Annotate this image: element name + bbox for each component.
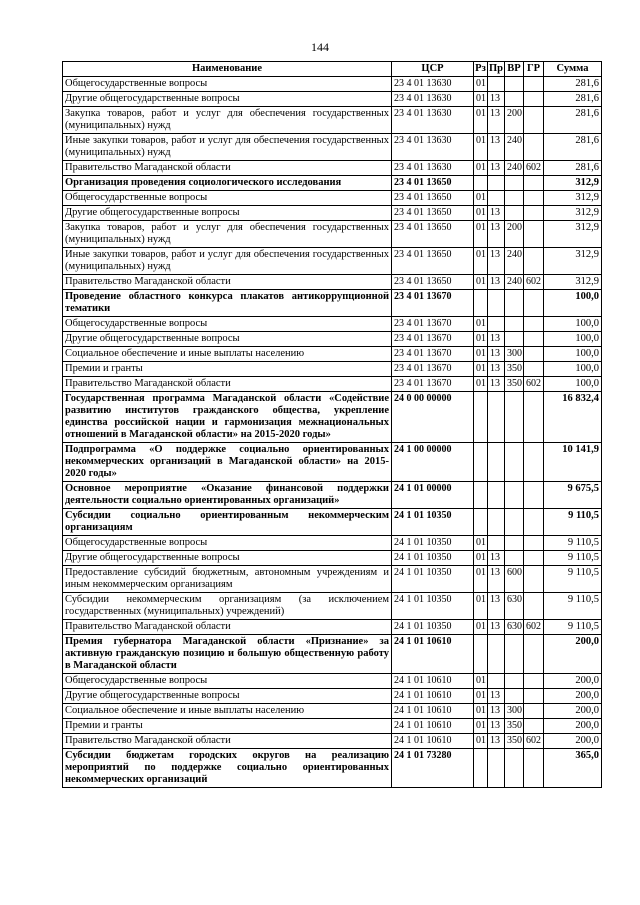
row-pr: 13: [488, 734, 505, 749]
row-gr: [524, 566, 544, 593]
row-csr: 24 1 01 10610: [392, 674, 474, 689]
page-number: 144: [311, 40, 329, 54]
row-pr: [488, 509, 505, 536]
row-gr: [524, 551, 544, 566]
row-sum: 281,6: [544, 92, 602, 107]
row-csr: 24 0 00 00000: [392, 392, 474, 443]
row-gr: [524, 347, 544, 362]
row-vr: 300: [505, 347, 524, 362]
table-row: [63, 482, 602, 509]
row-name: Другие общегосударственные вопросы: [63, 92, 392, 107]
row-pr: [488, 635, 505, 674]
row-sum: 312,9: [544, 191, 602, 206]
table-row: [63, 674, 602, 689]
row-csr: 23 4 01 13670: [392, 290, 474, 317]
row-gr: [524, 77, 544, 92]
row-name: Проведение областного конкурса плакатов антикоррупционной тематики: [63, 290, 392, 317]
row-csr: 23 4 01 13650: [392, 275, 474, 290]
row-csr: 23 4 01 13650: [392, 248, 474, 275]
row-rz: 01: [474, 161, 488, 176]
row-sum: 200,0: [544, 719, 602, 734]
row-csr: 24 1 01 10350: [392, 620, 474, 635]
row-rz: [474, 443, 488, 482]
row-csr: 24 1 01 10610: [392, 734, 474, 749]
row-vr: 350: [505, 377, 524, 392]
row-name: Правительство Магаданской области: [63, 161, 392, 176]
row-vr: [505, 92, 524, 107]
row-sum: 9 675,5: [544, 482, 602, 509]
row-sum: 312,9: [544, 221, 602, 248]
row-sum: 9 110,5: [544, 566, 602, 593]
row-pr: 13: [488, 593, 505, 620]
row-csr: 23 4 01 13650: [392, 206, 474, 221]
header-csr: ЦСР: [392, 62, 474, 77]
table-row: [63, 191, 602, 206]
row-pr: 13: [488, 551, 505, 566]
row-name: Другие общегосударственные вопросы: [63, 551, 392, 566]
row-gr: 602: [524, 620, 544, 635]
row-vr: [505, 551, 524, 566]
row-vr: 350: [505, 734, 524, 749]
row-pr: [488, 392, 505, 443]
row-csr: 23 4 01 13650: [392, 221, 474, 248]
table-row: [63, 509, 602, 536]
row-sum: 100,0: [544, 377, 602, 392]
row-csr: 24 1 01 10350: [392, 593, 474, 620]
row-sum: 100,0: [544, 290, 602, 317]
row-csr: 24 1 01 10350: [392, 509, 474, 536]
row-vr: [505, 749, 524, 788]
row-sum: 200,0: [544, 674, 602, 689]
row-vr: [505, 635, 524, 674]
row-name: Правительство Магаданской области: [63, 620, 392, 635]
row-pr: 13: [488, 566, 505, 593]
row-vr: 600: [505, 566, 524, 593]
row-vr: [505, 77, 524, 92]
row-rz: 01: [474, 347, 488, 362]
table-row: [63, 620, 602, 635]
row-name: Организация проведения социологического исследования: [63, 176, 392, 191]
table-row: [63, 377, 602, 392]
row-csr: 23 4 01 13650: [392, 176, 474, 191]
header-rz: Рз: [474, 62, 488, 77]
row-vr: 240: [505, 134, 524, 161]
row-rz: 01: [474, 77, 488, 92]
row-pr: [488, 317, 505, 332]
row-name: Общегосударственные вопросы: [63, 674, 392, 689]
row-name: Общегосударственные вопросы: [63, 317, 392, 332]
row-sum: 100,0: [544, 317, 602, 332]
row-vr: [505, 332, 524, 347]
row-rz: 01: [474, 362, 488, 377]
row-vr: [505, 674, 524, 689]
row-gr: [524, 536, 544, 551]
row-rz: 01: [474, 92, 488, 107]
row-gr: [524, 176, 544, 191]
table-row: [63, 551, 602, 566]
table-row: [63, 275, 602, 290]
row-rz: [474, 635, 488, 674]
row-csr: 23 4 01 13670: [392, 377, 474, 392]
row-vr: 350: [505, 362, 524, 377]
row-sum: 281,6: [544, 77, 602, 92]
header-vr: ВР: [505, 62, 524, 77]
row-name: Субсидии некоммерческим организациям (за исключением государственных (муниципальных) учреждений): [63, 593, 392, 620]
row-name: Государственная программа Магаданской области «Содействие развитию институтов гражданского общества, укрепление единства российской нации и гармонизация межнациональных отношений в Магаданской области» на 2015-2020 годы»: [63, 392, 392, 443]
table-row: [63, 290, 602, 317]
row-pr: 13: [488, 704, 505, 719]
row-rz: [474, 482, 488, 509]
row-rz: 01: [474, 689, 488, 704]
row-name: Субсидии бюджетам городских округов на реализацию мероприятий по поддержке социально ориентированных некоммерческих организаций: [63, 749, 392, 788]
row-rz: 01: [474, 221, 488, 248]
row-pr: 13: [488, 620, 505, 635]
row-csr: 24 1 01 10610: [392, 635, 474, 674]
row-gr: [524, 362, 544, 377]
row-rz: 01: [474, 551, 488, 566]
row-name: Субсидии социально ориентированным некоммерческим организациям: [63, 509, 392, 536]
row-gr: [524, 749, 544, 788]
row-name: Основное мероприятие «Оказание финансовой поддержки деятельности социально ориентированных организаций»: [63, 482, 392, 509]
table-row: [63, 719, 602, 734]
row-rz: 01: [474, 317, 488, 332]
row-pr: 13: [488, 206, 505, 221]
row-csr: 23 4 01 13630: [392, 92, 474, 107]
table-row: [63, 749, 602, 788]
row-pr: 13: [488, 134, 505, 161]
header-sum: Сумма: [544, 62, 602, 77]
row-gr: [524, 509, 544, 536]
row-vr: [505, 482, 524, 509]
row-sum: 281,6: [544, 161, 602, 176]
row-pr: [488, 176, 505, 191]
row-pr: 13: [488, 332, 505, 347]
row-csr: 24 1 01 10610: [392, 704, 474, 719]
row-gr: [524, 704, 544, 719]
row-csr: 23 4 01 13670: [392, 362, 474, 377]
row-vr: [505, 206, 524, 221]
row-rz: 01: [474, 674, 488, 689]
row-sum: 9 110,5: [544, 551, 602, 566]
row-rz: 01: [474, 719, 488, 734]
row-name: Иные закупки товаров, работ и услуг для обеспечения государственных (муниципальных) нужд: [63, 134, 392, 161]
row-name: Общегосударственные вопросы: [63, 77, 392, 92]
row-name: Закупка товаров, работ и услуг для обеспечения государственных (муниципальных) нужд: [63, 107, 392, 134]
row-gr: [524, 443, 544, 482]
row-vr: [505, 317, 524, 332]
row-pr: 13: [488, 275, 505, 290]
row-gr: [524, 206, 544, 221]
row-pr: 13: [488, 161, 505, 176]
row-vr: 630: [505, 620, 524, 635]
row-name: Иные закупки товаров, работ и услуг для обеспечения государственных (муниципальных) нужд: [63, 248, 392, 275]
table-row: [63, 92, 602, 107]
row-pr: 13: [488, 347, 505, 362]
row-sum: 200,0: [544, 635, 602, 674]
header-pr: Пр: [488, 62, 505, 77]
row-gr: [524, 635, 544, 674]
row-sum: 312,9: [544, 206, 602, 221]
table-row: [63, 347, 602, 362]
row-csr: 24 1 01 73280: [392, 749, 474, 788]
row-name: Общегосударственные вопросы: [63, 536, 392, 551]
row-pr: 13: [488, 107, 505, 134]
row-pr: [488, 443, 505, 482]
table-row: [63, 107, 602, 134]
table-row: [63, 332, 602, 347]
row-rz: 01: [474, 275, 488, 290]
row-csr: 23 4 01 13670: [392, 317, 474, 332]
table-row: [63, 161, 602, 176]
row-name: Другие общегосударственные вопросы: [63, 332, 392, 347]
row-vr: [505, 536, 524, 551]
table-row: [63, 704, 602, 719]
row-csr: 23 4 01 13650: [392, 191, 474, 206]
row-gr: [524, 689, 544, 704]
row-pr: 13: [488, 248, 505, 275]
row-sum: 9 110,5: [544, 536, 602, 551]
row-vr: 200: [505, 107, 524, 134]
row-pr: [488, 749, 505, 788]
row-sum: 9 110,5: [544, 620, 602, 635]
table-row: [63, 134, 602, 161]
row-pr: [488, 290, 505, 317]
row-gr: [524, 92, 544, 107]
row-name: Другие общегосударственные вопросы: [63, 206, 392, 221]
row-sum: 100,0: [544, 362, 602, 377]
row-rz: 01: [474, 191, 488, 206]
table-row: [63, 77, 602, 92]
row-gr: [524, 290, 544, 317]
row-vr: [505, 290, 524, 317]
table-row: [63, 734, 602, 749]
table-row: [63, 635, 602, 674]
row-rz: 01: [474, 332, 488, 347]
row-vr: 300: [505, 704, 524, 719]
row-sum: 312,9: [544, 275, 602, 290]
row-vr: 200: [505, 221, 524, 248]
row-csr: 23 4 01 13630: [392, 134, 474, 161]
table-row: [63, 362, 602, 377]
row-rz: [474, 176, 488, 191]
row-rz: [474, 392, 488, 443]
row-sum: 200,0: [544, 704, 602, 719]
row-pr: 13: [488, 377, 505, 392]
row-name: Правительство Магаданской области: [63, 734, 392, 749]
row-rz: 01: [474, 377, 488, 392]
row-pr: [488, 77, 505, 92]
row-vr: 350: [505, 719, 524, 734]
row-vr: 240: [505, 275, 524, 290]
row-sum: 10 141,9: [544, 443, 602, 482]
row-gr: [524, 191, 544, 206]
row-sum: 100,0: [544, 332, 602, 347]
row-pr: 13: [488, 362, 505, 377]
row-csr: 23 4 01 13630: [392, 107, 474, 134]
row-name: Подпрограмма «О поддержке социально ориентированных некоммерческих организаций в Магаданской области» на 2015-2020 годы»: [63, 443, 392, 482]
row-name: Социальное обеспечение и иные выплаты населению: [63, 347, 392, 362]
row-sum: 281,6: [544, 134, 602, 161]
table-body: [63, 77, 602, 788]
row-pr: [488, 674, 505, 689]
row-csr: 24 1 01 10350: [392, 551, 474, 566]
header-gr: ГР: [524, 62, 544, 77]
row-sum: 200,0: [544, 689, 602, 704]
row-rz: 01: [474, 107, 488, 134]
row-csr: 23 4 01 13630: [392, 161, 474, 176]
table-row: [63, 248, 602, 275]
budget-table: [62, 61, 602, 788]
table-row: [63, 443, 602, 482]
table-row: [63, 317, 602, 332]
row-gr: 602: [524, 377, 544, 392]
header-name: Наименование: [63, 62, 392, 77]
row-name: Правительство Магаданской области: [63, 275, 392, 290]
row-csr: 23 4 01 13670: [392, 332, 474, 347]
row-csr: 24 1 01 10350: [392, 566, 474, 593]
row-sum: 365,0: [544, 749, 602, 788]
row-csr: 24 1 01 00000: [392, 482, 474, 509]
row-gr: [524, 332, 544, 347]
row-pr: [488, 191, 505, 206]
row-vr: [505, 509, 524, 536]
row-rz: [474, 509, 488, 536]
table-row: [63, 392, 602, 443]
row-csr: 23 4 01 13630: [392, 77, 474, 92]
row-rz: 01: [474, 734, 488, 749]
row-name: Предоставление субсидий бюджетным, автономным учреждениям и иным некоммерческим организациям: [63, 566, 392, 593]
row-rz: 01: [474, 536, 488, 551]
row-csr: 24 1 01 10610: [392, 689, 474, 704]
row-name: Правительство Магаданской области: [63, 377, 392, 392]
row-vr: [505, 191, 524, 206]
row-gr: 602: [524, 734, 544, 749]
row-pr: 13: [488, 221, 505, 248]
table-row: [63, 221, 602, 248]
row-name: Другие общегосударственные вопросы: [63, 689, 392, 704]
table-row: [63, 536, 602, 551]
row-rz: 01: [474, 206, 488, 221]
row-name: Закупка товаров, работ и услуг для обеспечения государственных (муниципальных) нужд: [63, 221, 392, 248]
row-name: Общегосударственные вопросы: [63, 191, 392, 206]
row-pr: 13: [488, 689, 505, 704]
row-gr: [524, 107, 544, 134]
row-sum: 312,9: [544, 248, 602, 275]
row-gr: [524, 392, 544, 443]
row-rz: 01: [474, 620, 488, 635]
row-csr: 24 1 00 00000: [392, 443, 474, 482]
row-rz: [474, 290, 488, 317]
row-rz: [474, 749, 488, 788]
row-csr: 24 1 01 10350: [392, 536, 474, 551]
row-gr: [524, 719, 544, 734]
row-gr: [524, 221, 544, 248]
row-gr: [524, 482, 544, 509]
row-sum: 16 832,4: [544, 392, 602, 443]
row-vr: 630: [505, 593, 524, 620]
row-name: Премии и гранты: [63, 719, 392, 734]
row-rz: 01: [474, 134, 488, 161]
row-pr: [488, 536, 505, 551]
table-row: [63, 566, 602, 593]
row-vr: [505, 176, 524, 191]
row-gr: [524, 134, 544, 161]
row-pr: [488, 482, 505, 509]
row-name: Премия губернатора Магаданской области «Признание» за активную гражданскую позицию и большую общественную работу в Магаданской области: [63, 635, 392, 674]
row-sum: 100,0: [544, 347, 602, 362]
table-row: [63, 593, 602, 620]
row-gr: [524, 674, 544, 689]
row-gr: 602: [524, 275, 544, 290]
table-header-row: [63, 62, 602, 77]
row-vr: 240: [505, 161, 524, 176]
row-name: Премии и гранты: [63, 362, 392, 377]
table-row: [63, 206, 602, 221]
row-pr: 13: [488, 92, 505, 107]
row-rz: 01: [474, 248, 488, 275]
row-gr: [524, 317, 544, 332]
table-row: [63, 176, 602, 191]
row-csr: 23 4 01 13670: [392, 347, 474, 362]
row-rz: 01: [474, 704, 488, 719]
row-sum: 9 110,5: [544, 509, 602, 536]
row-sum: 200,0: [544, 734, 602, 749]
row-vr: 240: [505, 248, 524, 275]
row-vr: [505, 443, 524, 482]
row-vr: [505, 392, 524, 443]
row-gr: [524, 248, 544, 275]
row-sum: 9 110,5: [544, 593, 602, 620]
row-pr: 13: [488, 719, 505, 734]
row-rz: 01: [474, 593, 488, 620]
row-gr: [524, 593, 544, 620]
row-csr: 24 1 01 10610: [392, 719, 474, 734]
table-row: [63, 689, 602, 704]
row-sum: 281,6: [544, 107, 602, 134]
row-vr: [505, 689, 524, 704]
row-rz: 01: [474, 566, 488, 593]
row-name: Социальное обеспечение и иные выплаты населению: [63, 704, 392, 719]
row-sum: 312,9: [544, 176, 602, 191]
row-gr: 602: [524, 161, 544, 176]
